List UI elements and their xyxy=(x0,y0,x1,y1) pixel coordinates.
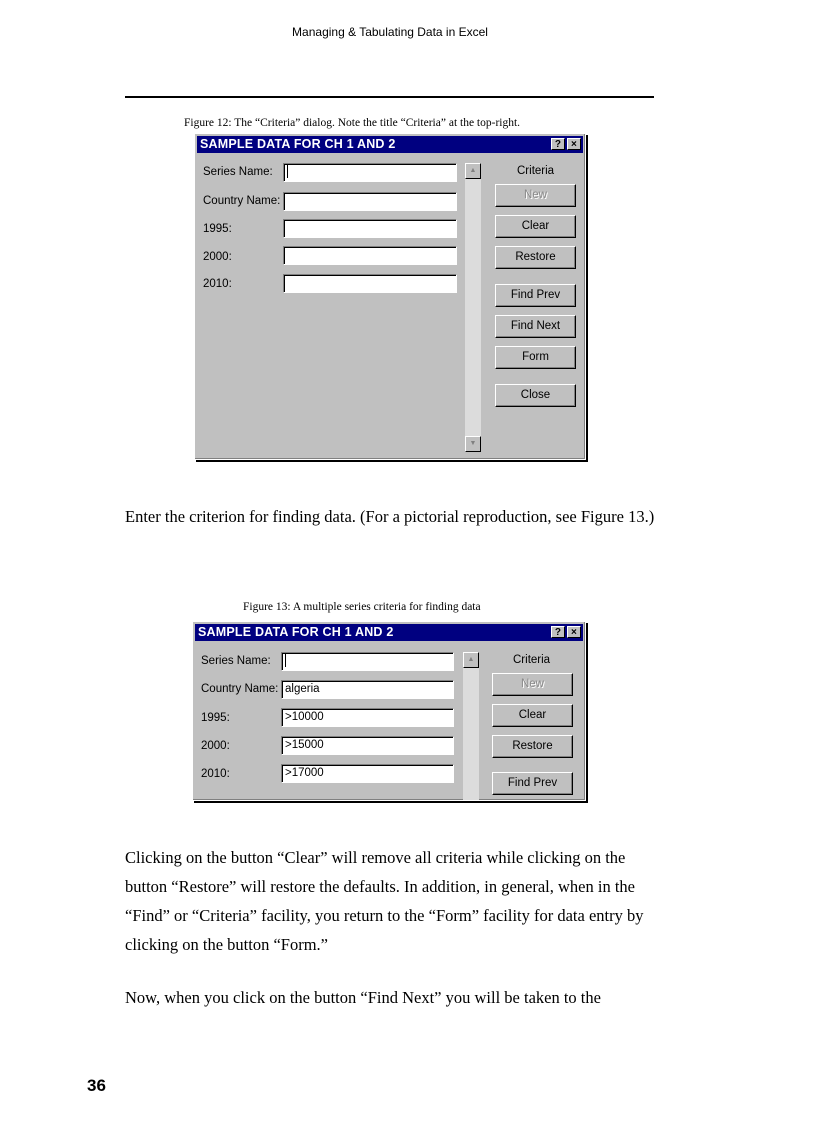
criteria-mode-label: Criteria xyxy=(513,654,551,666)
new-button[interactable]: New xyxy=(495,184,576,207)
find-prev-button[interactable]: Find Prev xyxy=(495,284,576,307)
criteria-dialog-figure-12 xyxy=(194,133,586,460)
record-scrollbar[interactable] xyxy=(463,652,479,801)
criteria-mode-label: Criteria xyxy=(517,165,555,177)
series-name-label: Series Name: xyxy=(201,655,271,667)
close-icon[interactable]: × xyxy=(567,626,581,638)
year-2000-input[interactable]: >15000 xyxy=(281,736,454,755)
dialog-titlebar xyxy=(197,136,583,153)
year-2010-label: 2010: xyxy=(203,278,232,290)
form-button[interactable]: Form xyxy=(495,346,576,369)
series-name-input[interactable] xyxy=(281,652,454,671)
scroll-down-icon[interactable]: ▼ xyxy=(465,436,481,452)
year-2000-label: 2000: xyxy=(203,251,232,263)
country-name-input[interactable]: algeria xyxy=(281,680,454,699)
restore-button[interactable]: Restore xyxy=(495,246,576,269)
year-1995-input[interactable] xyxy=(283,219,457,238)
series-name-input[interactable] xyxy=(283,163,457,182)
country-name-label: Country Name: xyxy=(203,195,281,207)
clear-button[interactable]: Clear xyxy=(495,215,576,238)
scroll-up-icon[interactable]: ▲ xyxy=(463,652,479,668)
scroll-up-icon[interactable]: ▲ xyxy=(465,163,481,179)
dialog-titlebar xyxy=(195,624,583,641)
restore-button[interactable]: Restore xyxy=(492,735,573,758)
page-number: 36 xyxy=(87,1076,106,1095)
year-1995-label: 1995: xyxy=(201,712,230,724)
year-1995-label: 1995: xyxy=(203,223,232,235)
figure-13-caption: Figure 13: A multiple series criteria for finding data xyxy=(243,601,481,613)
dialog-title: SAMPLE DATA FOR CH 1 AND 2 xyxy=(200,137,396,151)
country-name-input[interactable] xyxy=(283,192,457,211)
figure-12-caption: Figure 12: The “Criteria” dialog. Note the title “Criteria” at the top-right. xyxy=(184,117,521,129)
help-button[interactable]: ? xyxy=(551,626,565,638)
criteria-dialog-figure-13 xyxy=(192,621,586,801)
clear-button[interactable]: Clear xyxy=(492,704,573,727)
header-rule xyxy=(125,96,654,98)
dialog-title: SAMPLE DATA FOR CH 1 AND 2 xyxy=(198,625,394,639)
close-icon[interactable]: × xyxy=(567,138,581,150)
close-button[interactable]: Close xyxy=(495,384,576,407)
year-2000-input[interactable] xyxy=(283,246,457,265)
find-next-button[interactable]: Find Next xyxy=(495,315,576,338)
find-prev-button[interactable]: Find Prev xyxy=(492,772,573,795)
series-name-label: Series Name: xyxy=(203,166,273,178)
year-2010-input[interactable] xyxy=(283,274,457,293)
year-2000-label: 2000: xyxy=(201,740,230,752)
text-caret xyxy=(285,654,286,667)
new-button[interactable]: New xyxy=(492,673,573,696)
paragraph-clear-restore: Clicking on the button “Clear” will remove all criteria while clicking on the button “Restore” will restore the defaults. In addition, in general, when in the “Find” or “Criteria” facility, you return to the “Form” facility for data entry by clicking on the button “Form.” xyxy=(125,848,644,954)
year-2010-label: 2010: xyxy=(201,768,230,780)
help-button[interactable]: ? xyxy=(551,138,565,150)
year-2010-input[interactable]: >17000 xyxy=(281,764,454,783)
text-caret xyxy=(287,165,288,178)
paragraph-find-next: Now, when you click on the button “Find Next” you will be taken to the xyxy=(125,988,601,1007)
record-scrollbar[interactable] xyxy=(465,163,481,452)
running-header: Managing & Tabulating Data in Excel xyxy=(292,25,488,39)
country-name-label: Country Name: xyxy=(201,683,279,695)
paragraph-criterion: Enter the criterion for finding data. (For a pictorial reproduction, see Figure 13.) xyxy=(125,507,655,526)
year-1995-input[interactable]: >10000 xyxy=(281,708,454,727)
